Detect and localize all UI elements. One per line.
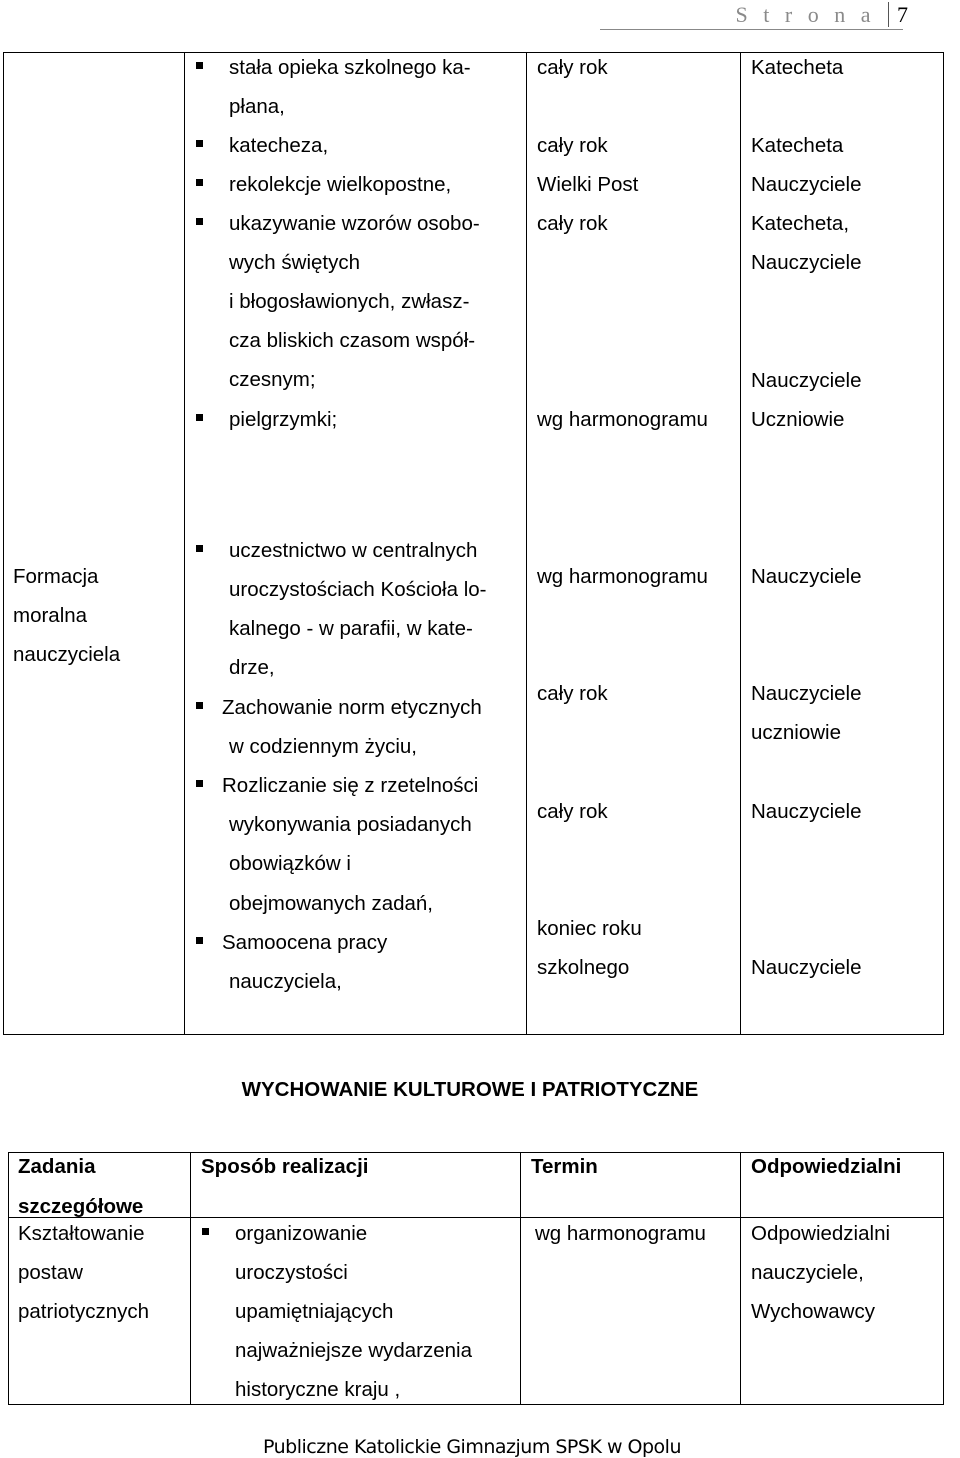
table-2-right-border — [943, 1152, 944, 1404]
responsible-cell: Katecheta — [751, 134, 844, 157]
list-item: Rozliczanie się z rzetelności — [222, 774, 479, 797]
list-item: płana, — [229, 95, 285, 118]
column-header: Zadania — [18, 1155, 96, 1178]
page-number: 7 — [888, 2, 908, 27]
table-2-bottom-border — [8, 1404, 944, 1405]
table-1-col-divider — [526, 52, 527, 1034]
list-item: stała opieka szkolnego ka- — [229, 56, 471, 79]
bullet-icon — [196, 545, 203, 552]
term-cell: cały rok — [537, 800, 608, 823]
bullet-icon — [202, 1228, 209, 1235]
task-cell: postaw — [18, 1261, 83, 1284]
table-2-col-divider — [740, 1152, 741, 1404]
list-item: w codziennym życiu, — [229, 735, 417, 758]
list-item: organizowanie — [235, 1222, 368, 1245]
column-header: Sposób realizacji — [201, 1155, 369, 1178]
list-item: upamiętniających — [235, 1300, 394, 1323]
task-cell: Kształtowanie — [18, 1222, 145, 1245]
list-item: kalnego - w parafii, w kate- — [229, 617, 473, 640]
page-footer: Publiczne Katolickie Gimnazjum SPSK w Opolu — [263, 1436, 681, 1458]
bullet-icon — [196, 937, 203, 944]
responsible-cell: Nauczyciele — [751, 565, 862, 588]
list-item: Zachowanie norm etycznych — [222, 696, 482, 719]
table-2-header-divider — [8, 1217, 944, 1218]
term-cell: cały rok — [537, 56, 608, 79]
section-title: WYCHOWANIE KULTUROWE I PATRIOTYCZNE — [241, 1078, 699, 1101]
responsible-cell: Nauczyciele — [751, 251, 862, 274]
task-cell: moralna — [13, 604, 88, 627]
list-item: najważniejsze wydarzenia — [235, 1339, 473, 1362]
bullet-icon — [196, 140, 203, 147]
table-1-bottom-border — [3, 1034, 944, 1035]
list-item: nauczyciela, — [229, 970, 342, 993]
page-label: S t r o n a — [735, 2, 876, 27]
table-1-top-border — [3, 52, 944, 53]
responsible-cell: Nauczyciele — [751, 369, 862, 392]
list-item: historyczne kraju , — [235, 1378, 401, 1401]
responsible-cell: Nauczyciele — [751, 682, 862, 705]
bullet-icon — [196, 702, 203, 709]
term-cell: cały rok — [537, 134, 608, 157]
bullet-icon — [196, 179, 203, 186]
responsible-cell: Nauczyciele — [751, 173, 862, 196]
header-rule — [600, 29, 903, 30]
bullet-icon — [196, 414, 203, 421]
term-cell: koniec roku — [537, 917, 642, 940]
table-2-left-border — [8, 1152, 9, 1404]
list-item: wych świętych — [229, 251, 361, 274]
responsible-cell: nauczyciele, — [751, 1261, 864, 1284]
responsible-cell: Uczniowie — [751, 408, 845, 431]
table-2-col-divider — [190, 1152, 191, 1404]
bullet-icon — [196, 62, 203, 69]
term-cell: szkolnego — [537, 956, 630, 979]
responsible-cell: Katecheta — [751, 56, 844, 79]
list-item: pielgrzymki; — [229, 408, 338, 431]
list-item: obowiązków i — [229, 852, 351, 875]
table-2-top-border — [8, 1152, 944, 1153]
responsible-cell: Wychowawcy — [751, 1300, 875, 1323]
column-header: Termin — [531, 1155, 598, 1178]
responsible-cell: Katecheta, — [751, 212, 850, 235]
term-cell: Wielki Post — [537, 173, 639, 196]
responsible-cell: Odpowiedzialni — [751, 1222, 891, 1245]
term-cell: cały rok — [537, 212, 608, 235]
list-item: i błogosławionych, zwłasz- — [229, 290, 470, 313]
table-2-col-divider — [520, 1152, 521, 1404]
bullet-icon — [196, 780, 203, 787]
term-cell: cały rok — [537, 682, 608, 705]
term-cell: wg harmonogramu — [537, 408, 708, 431]
responsible-cell: Nauczyciele — [751, 800, 862, 823]
responsible-cell: Nauczyciele — [751, 956, 862, 979]
list-item: czesnym; — [229, 368, 316, 391]
bullet-icon — [196, 218, 203, 225]
list-item: uczestnictwo w centralnych — [229, 539, 478, 562]
list-item: uroczystości — [235, 1261, 348, 1284]
table-1-right-border — [943, 52, 944, 1034]
list-item: rekolekcje wielkopostne, — [229, 173, 452, 196]
task-cell: patriotycznych — [18, 1300, 150, 1323]
table-1-col-divider — [740, 52, 741, 1034]
list-item: Samoocena pracy — [222, 931, 388, 954]
list-item: drze, — [229, 656, 275, 679]
page-header — [736, 2, 908, 28]
list-item: uroczystościach Kościoła lo- — [229, 578, 487, 601]
task-cell: Formacja — [13, 565, 99, 588]
term-cell: wg harmonogramu — [535, 1222, 706, 1245]
list-item: katecheza, — [229, 134, 329, 157]
term-cell: wg harmonogramu — [537, 565, 708, 588]
list-item: cza bliskich czasom współ- — [229, 329, 476, 352]
list-item: ukazywanie wzorów osobo- — [229, 212, 480, 235]
table-1-left-border — [3, 52, 4, 1034]
list-item: obejmowanych zadań, — [229, 892, 433, 915]
task-cell: nauczyciela — [13, 643, 121, 666]
column-header: szczegółowe — [18, 1195, 144, 1218]
responsible-cell: uczniowie — [751, 721, 842, 744]
list-item: wykonywania posiadanych — [229, 813, 472, 836]
column-header: Odpowiedzialni — [751, 1155, 902, 1178]
table-1-col-divider — [184, 52, 185, 1034]
